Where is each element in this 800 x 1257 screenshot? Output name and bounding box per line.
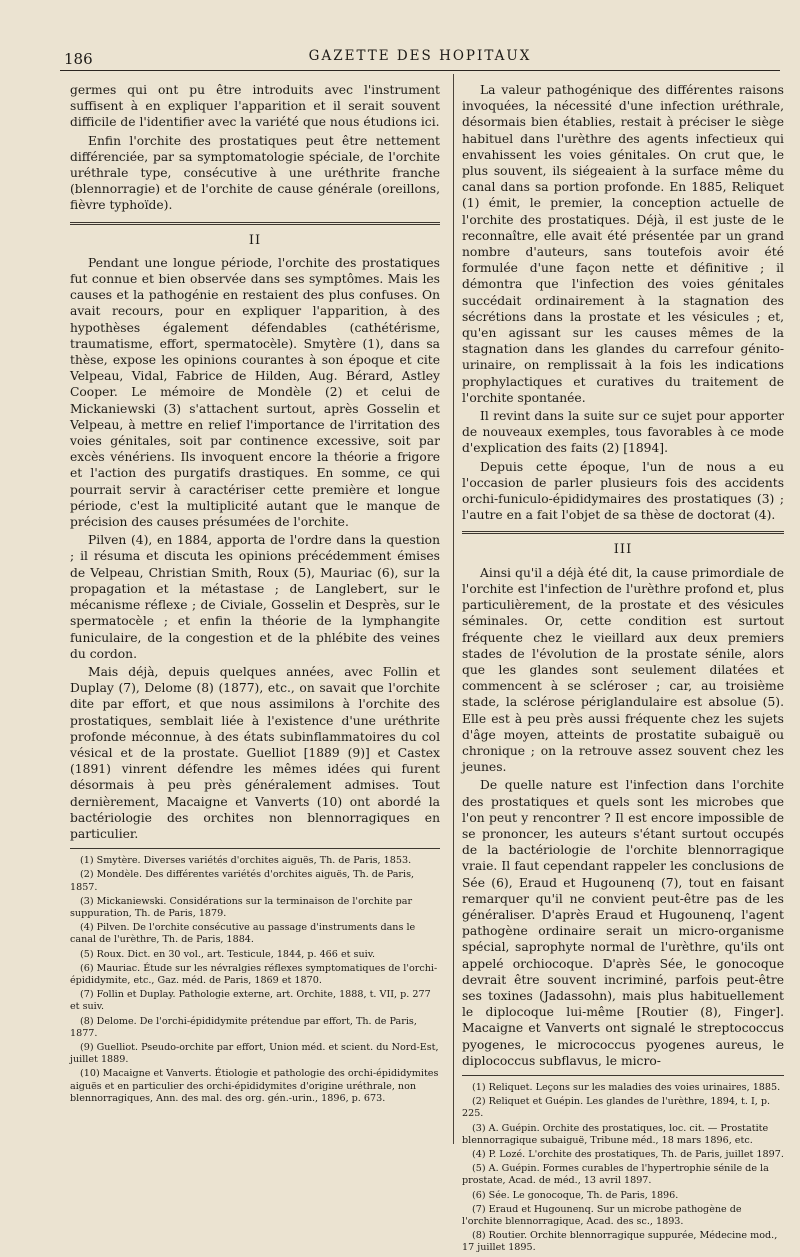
paragraph: Il revint dans la suite sur ce sujet pour apporter de nouveaux exemples, tous favorables à ce mode d'explication des faits (2) [1894].: [462, 409, 784, 456]
footnote: (2) Mondèle. Des différentes variétés d'orchites aiguës, Th. de Paris, 1857.: [70, 869, 415, 893]
left-column: [70, 82, 440, 1107]
paragraph: La valeur pathogénique des différentes raisons invoquées, la nécessité d'une infection uréthrale, désormais bien établies, restait à préciser le siège habituel dans l'urèthre des agents infectieux qui envahissent les voies génitales. On crut que, le plus souvent, ils siégeaient à la surface même du canal dans sa portion profonde. En 1885, Reliquet (1) émit, le premier, la conception actuelle de l'orchite des prostatiques. Déjà, il est juste de le reconnaître, elle avait été présentée par un grand nombre d'auteurs, sans toutefois avoir été formulée d'une façon nette et définitive ; il démontra que l'infection des voies génitales succédait ordinairement à la stagnation des sécrétions dans la prostate et les vésicules ; et, qu'en agissant sur les causes mêmes de la stagnation dans les glandes du carrefour génito-urinaire, on remplissait à la fois les indications prophylactiques et curatives du traitement de l'orchite spontanée.: [462, 83, 784, 405]
paragraph: De quelle nature est l'infection dans l'orchite des prostatiques et quels sont les microbes que l'on peut y rencontrer ? Il est encore impossible de se prononcer, les auteurs s'étant surtout occupés de la bactériologie de l'orchite blennorragique vraie. Il faut cependant rappeler les conclusions de Sée (6), Eraud et Hugounenq (7), tout en faisant remarquer qu'il ne convient peut-être pas de les généraliser. D'après Eraud et Hugounenq, l'agent pathogène ordinaire serait un micro-organisme spécial, saprophyte normal de l'urèthre, qu'ils ont appelé orchiocoque. D'après Sée, le gonocoque devrait être souvent incriminé, parfois peut-être ses toxines (Jadassohn), mais plus habituellement le diplocoque lui-même [Routier (8), Finger]. Macaigne et Vanverts ont signalé le streptococcus pyogenes, le micrococcus pyogenes aureus, le diplococcus subflavus, le micro-: [462, 778, 784, 1068]
right-column: [462, 82, 784, 1257]
footnote: (10) Macaigne et Vanverts. Étiologie et pathologie des orchi-épididymites aiguës et en particulier des orchi-épididymites d'origine uréthrale, non blennorragiques, Ann. des mal. des org. gén.-urin., 1896, p. 673.: [70, 1068, 439, 1104]
paragraph: Mais déjà, depuis quelques années, avec Follin et Duplay (7), Delome (8) (1877), etc., on savait que l'orchite dite par effort, et que nous assimilons à l'orchite des prostatiques, semblait liée à l'existence d'une uréthrite profonde méconnue, à des états subinflammatoires du col vésical et de la prostate. Guelliot [1889 (9)] et Castex (1891) vinrent défendre les mêmes idées qui furent désormais à peu près généralement admises. Tout dernièrement, Macaigne et Vanverts (10) ont abordé la bactériologie des orchites non blennorragiques en particulier.: [70, 664, 440, 841]
paragraph: Depuis cette époque, l'un de nous a eu l'occasion de parler plusieurs fois des accidents orchi-funiculo-épididymaires des prostatiques (3) ; l'autre en a fait l'objet de sa thèse de doctorat (4).: [462, 459, 784, 523]
footnote: (5) A. Guépin. Formes curables de l'hypertrophie sénile de la prostate, Acad. de méd., 13 avril 1897.: [462, 1163, 769, 1187]
section-heading: II: [248, 232, 262, 248]
footnote: (3) A. Guépin. Orchite des prostatiques, loc. cit. — Prostatite blennorragique subaiguë, Tribune méd., 18 mars 1896, etc.: [462, 1122, 769, 1146]
footnote: (6) Sée. Le gonocoque, Th. de Paris, 1896.: [472, 1189, 679, 1201]
paragraph: Enfin l'orchite des prostatiques peut être nettement différenciée, par sa symptomatologie spéciale, de l'orchite uréthrale type, consécutive à une uréthrite franche (blennorragie) et de l'orchite de cause générale (oreillons, fièvre typhoïde).: [70, 133, 440, 213]
footnote: (5) Roux. Dict. en 30 vol., art. Testicule, 1844, p. 466 et suiv.: [80, 948, 376, 960]
footnote: (7) Eraud et Hugounenq. Sur un microbe pathogène de l'orchite blennorragique, Acad. des sc., 1893.: [462, 1203, 742, 1228]
section-separator: [462, 531, 784, 534]
page-header: [60, 44, 780, 72]
footnote: (8) Delome. De l'orchi-épididymite prétendue par effort, Th. de Paris, 1877.: [70, 1015, 417, 1039]
page-number: 186: [64, 50, 93, 68]
running-title: GAZETTE DES HOPITAUX: [308, 48, 532, 64]
footnote: (4) Pilven. De l'orchite consécutive au passage d'instruments dans le canal de l'urèthre, Th. de Paris, 1884.: [70, 922, 416, 946]
paragraph: Pilven (4), en 1884, apporta de l'ordre dans la question ; il résuma et discuta les opinions précédemment émises de Velpeau, Christian Smith, Roux (5), Mauriac (6), sur la propagation et la métastase ; de Langlebert, sur le mécanisme réflexe ; de Civiale, Gosselin et Desprès, sur le spermatocèle ; et enfin la théorie de la lymphangite funiculaire, de la congestion et de la phlébite des veines du cordon.: [70, 533, 440, 661]
footnotes: [462, 1082, 784, 1255]
footnote: (2) Reliquet et Guépin. Les glandes de l'urèthre, 1894, t. I, p. 225.: [462, 1096, 771, 1120]
section-separator: [70, 222, 440, 225]
footnote: (7) Follin et Duplay. Pathologie externe, art. Orchite, 1888, t. VII, p. 277 et suiv.: [70, 989, 431, 1013]
column-divider: [453, 74, 454, 1144]
footnote: (3) Mickaniewski. Considérations sur la terminaison de l'orchite par suppuration, Th. de Paris, 1879.: [70, 895, 413, 919]
paragraph: Ainsi qu'il a déjà été dit, la cause primordiale de l'orchite est l'infection de l'urèthre profond et, plus particulièrement, de la prostate et des vésicules séminales. Or, cette condition est surtout fréquente chez le vieillard aux deux premiers stades de l'évolution de la prostate sénile, alors que les glandes sont seulement dilatées et commencent à se scléroser ; car, au troisième stade, la sclérose périglandulaire est absolue (5). Elle est à peu près aussi fréquente chez les sujets d'âge moyen, atteints de prostatite subaiguë ou chronique ; on la retrouve assez souvent chez les jeunes.: [462, 565, 784, 775]
footnote: (1) Reliquet. Leçons sur les maladies des voies urinaires, 1885.: [472, 1081, 781, 1093]
footnote: (4) P. Lozé. L'orchite des prostatiques, Th. de Paris, juillet 1897.: [472, 1149, 784, 1160]
footnote-rule: [462, 1075, 784, 1076]
section-heading: III: [613, 542, 633, 558]
footnotes: [70, 855, 440, 1105]
paragraph: Pendant une longue période, l'orchite des prostatiques fut connue et bien observée dans ses symptômes. Mais les causes et la pathogénie en restaient des plus confuses. On avait recours, pour en expliquer l'apparition, à des hypothèses également défendables (cathétérisme, traumatisme, effort, spermatocèle). Smytère (1), dans sa thèse, expose les opinions courantes à son époque et cite Velpeau, Vidal, Fabrice de Hilden, Aug. Bérard, Astley Cooper. Le mémoire de Mondèle (2) et celui de Mickaniewski (3) s'attachent surtout, après Gosselin et Velpeau, à mettre en relief l'importance de l'irritation des voies génitales, soit par continence excessive, soit par excès vénériens. Ils invoquent encore la théorie a frigore et l'action des purgatifs drastiques. En somme, ce qui pourrait servir à caractériser cette première et longue période, c'est la multiplicité autant que le manque de précision des causes présumées de l'orchite.: [70, 255, 440, 530]
footnote: (1) Smytère. Diverses variétés d'orchites aiguës, Th. de Paris, 1853.: [80, 855, 412, 867]
paragraph: germes qui ont pu être introduits avec l'instrument suffisent à en expliquer l'apparition et il serait souvent difficile de l'identifier avec la variété que nous étudions ici.: [70, 83, 440, 130]
footnote-rule: [70, 848, 440, 849]
footnote: (9) Guelliot. Pseudo-orchite par effort, Union méd. et scient. du Nord-Est, juillet 1889.: [70, 1041, 439, 1066]
footnote: (8) Routier. Orchite blennorragique suppurée, Médecine mod., 17 juillet 1895.: [462, 1230, 778, 1254]
header-rule: [60, 70, 780, 71]
footnote: (6) Mauriac. Étude sur les névralgies réflexes symptomatiques de l'orchi-épididymite, etc., Gaz. méd. de Paris, 1869 et 1870.: [70, 962, 438, 986]
